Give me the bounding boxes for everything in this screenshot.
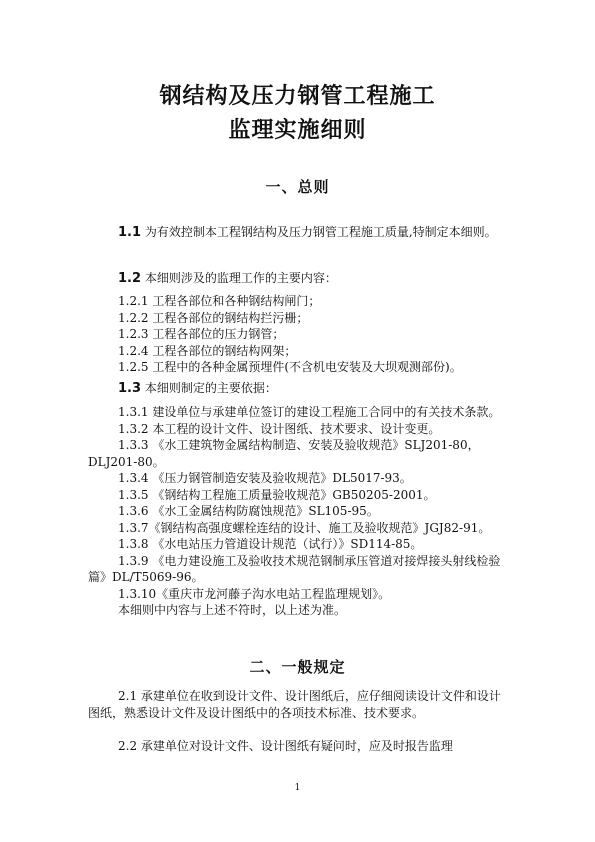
list-item: 1.2.5 工程中的各种金属预埋件(不含机电安装及大坝观测部份)。 (118, 360, 462, 374)
list-item: 1.3.6 《水工金属结构防腐蚀规范》SL105-95。 (118, 504, 379, 518)
list-item: 1.3.4 《压力钢管制造安装及验收规范》DL5017-93。 (118, 471, 412, 485)
paragraph-2-1: 2.1 承建单位在收到设计文件、设计图纸后，应仔细阅读设计文件和设计图纸，熟悉设计文件及设计图纸中的各项技术标准、技术要求。 (88, 689, 501, 720)
clause-text: 本细则制定的主要依据： (141, 381, 277, 395)
page-number: 1 (294, 783, 301, 793)
list-item: 1.3.8 《水电站压力管道设计规范（试行）》SD114-85。 (118, 537, 423, 551)
list-item: 1.3.9 《电力建设施工及验收技术规范钢制承压管道对接焊接头射线检验篇》DL/T5069-96。 (88, 553, 501, 584)
list-item: 1.3.7《钢结构高强度螺栓连结的设计、施工及验收规范》JGJ82-91。 (118, 520, 491, 535)
closing-note: 本细则中内容与上述不符时，以上述为准。 (118, 603, 347, 617)
clause-text: 为有效控制本工程钢结构及压力钢管工程施工质量,特制定本细则。 (141, 225, 497, 239)
clause-number: 1.2 (118, 271, 142, 286)
clause-number: 1.3 (118, 381, 142, 396)
list-item: 1.3.2 本工程的设计文件、设计图纸、技术要求、设计变更。 (118, 421, 441, 436)
paragraph-2-2: 2.2 承建单位对设计文件、设计图纸有疑问时，应及时报告监理 (118, 739, 453, 753)
list-1-3 (88, 404, 508, 619)
list-item: 1.2.1 工程各部位和各种钢结构闸门； (118, 294, 321, 308)
paragraph-1-3 (88, 380, 508, 398)
paragraph-1-2 (88, 270, 508, 288)
list-item: 1.2.4 工程各部位的钢结构网架； (118, 343, 297, 358)
paragraph-1-1 (88, 224, 508, 242)
section-heading-general-provisions: 二、一般规定 (249, 658, 346, 676)
document-title-line-2: 监理实施细则 (228, 118, 367, 143)
section-heading-general: 一、总则 (265, 178, 330, 196)
list-item: 1.3.10《重庆市龙河藤子沟水电站工程监理规划》。 (118, 586, 391, 601)
list-1-2 (88, 293, 538, 376)
document-title-line-1: 钢结构及压力钢管工程施工 (159, 84, 436, 109)
list-item: 1.3.5 《钢结构工程施工质量验收规范》GB50205-2001。 (118, 487, 436, 502)
list-item: 1.2.2 工程各部位的钢结构拦污栅； (118, 310, 309, 325)
list-item: 1.2.3 工程各部位的压力钢管； (118, 327, 285, 341)
clause-number: 1.1 (118, 225, 142, 240)
list-item: 1.3.1 建设单位与承建单位签订的建设工程施工合同中的有关技术条款。 (118, 405, 501, 419)
list-item: 1.3.3 《水工建筑物金属结构制造、安装及验收规范》SLJ201-80，DLJ201-80。 (88, 438, 480, 469)
clause-text: 本细则涉及的监理工作的主要内容： (141, 271, 337, 285)
